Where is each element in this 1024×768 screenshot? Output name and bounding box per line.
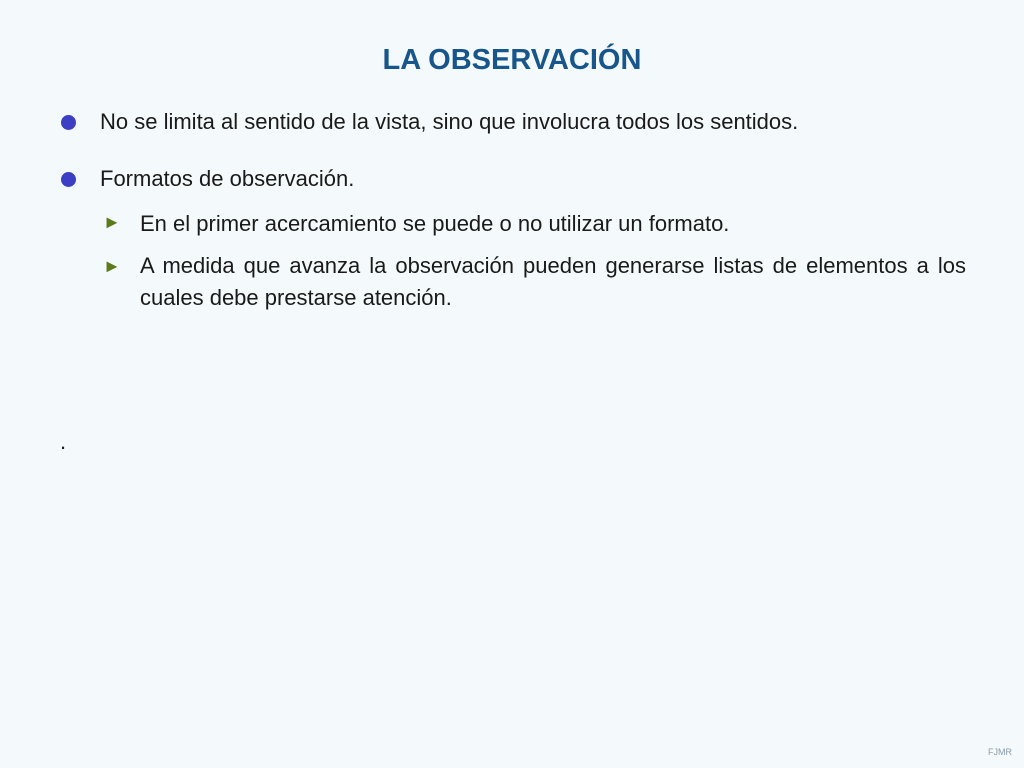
footer-initials: FJMR: [988, 747, 1012, 757]
bullet-dot-icon: [61, 172, 76, 187]
bullet-text: Formatos de observación.: [100, 166, 355, 191]
bullet-text: No se limita al sentido de la vista, sino que involucra todos los sentidos.: [100, 109, 799, 134]
bullet-dot-icon: [61, 115, 76, 130]
sub-bullet-text: En el primer acercamiento se puede o no utilizar un formato.: [140, 211, 730, 236]
stray-period: .: [60, 429, 67, 454]
slide-title: LA OBSERVACIÓN: [382, 44, 642, 76]
arrow-right-icon: ►: [103, 256, 121, 276]
sub-bullet-text: A medida que avanza la observación pueden generarse listas de elementos a los cuales debe prestarse atención.: [140, 253, 966, 310]
arrow-right-icon: ►: [103, 212, 121, 232]
